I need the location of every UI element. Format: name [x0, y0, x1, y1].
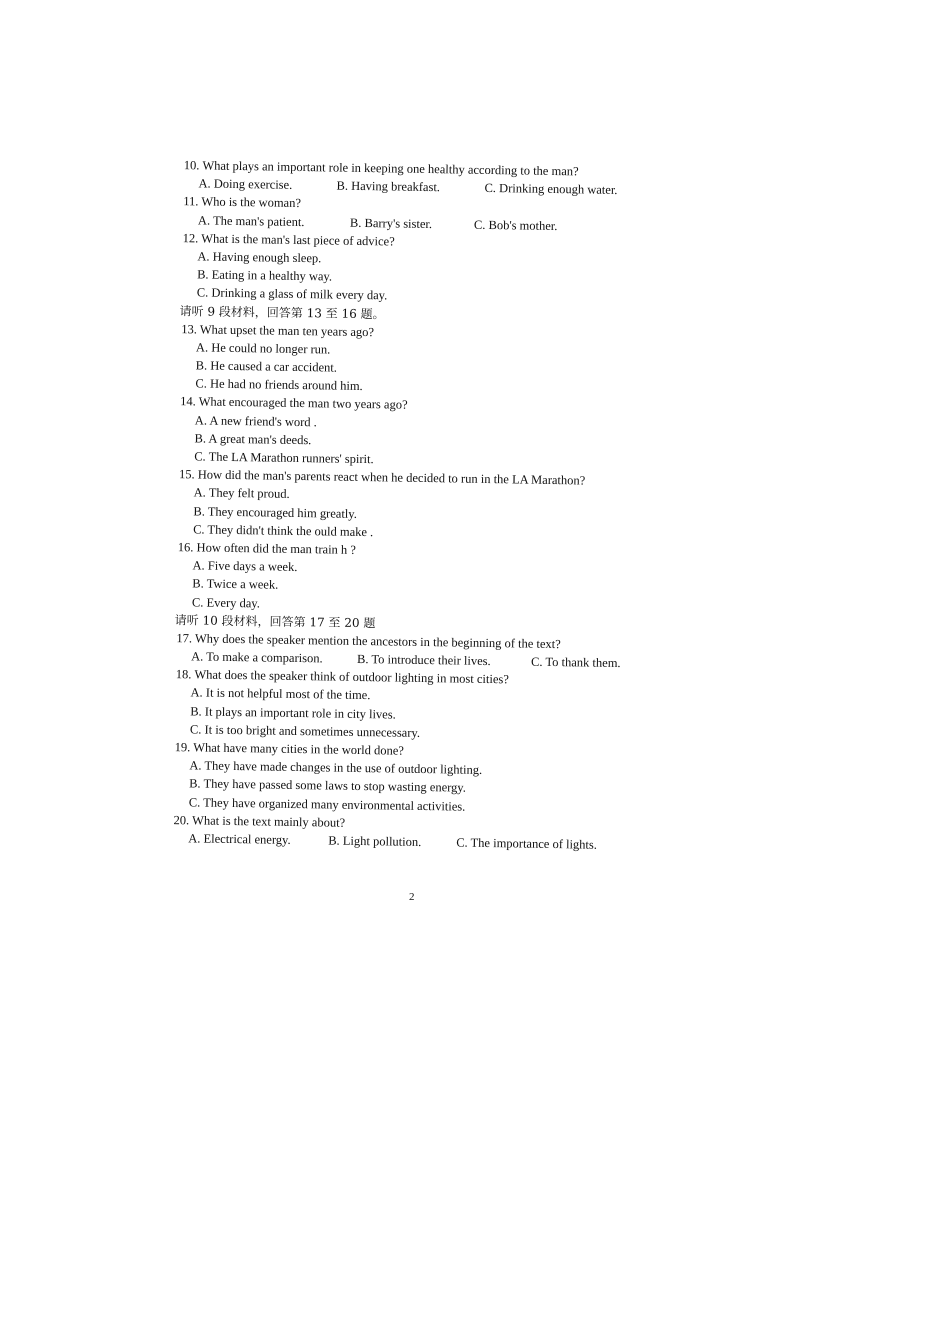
option-13-a: A. He could no longer run.	[195, 340, 331, 357]
question-18: 18. What does the speaker think of outdoor lighting in most cities?	[175, 667, 509, 687]
option-18-b: B. It plays an important role in city lives.	[190, 703, 396, 722]
option-10-b: B. Having breakfast.	[336, 178, 441, 195]
option-11-c: C. Bob's mother.	[473, 217, 558, 233]
option-13-b: B. He caused a car accident.	[195, 358, 338, 375]
option-10-c: C. Drinking enough water.	[484, 181, 618, 198]
option-12-c: C. Drinking a glass of milk every day.	[196, 285, 388, 303]
option-19-b: B. They have passed some laws to stop wasting energy.	[189, 776, 467, 796]
question-14: 14. What encouraged the man two years ago?	[180, 394, 408, 413]
page-number: 2	[409, 891, 415, 903]
section-instruction-9: 请听 9 段材料，回答第 13 至 16 题。	[179, 303, 385, 321]
option-18-c: C. It is too bright and sometimes unnecessary.	[189, 722, 421, 740]
question-17: 17. Why does the speaker mention the ancestors in the beginning of the text?	[176, 631, 561, 652]
option-10-a: A. Doing exercise.	[198, 176, 293, 193]
option-17-a: A. To make a comparison.	[191, 649, 323, 666]
question-20: 20. What is the text mainly about?	[173, 812, 346, 830]
option-15-b: B. They encouraged him greatly.	[193, 503, 358, 521]
option-12-a: A. Having enough sleep.	[197, 249, 322, 266]
question-19: 19. What have many cities in the world done?	[174, 740, 405, 758]
question-16: 16. How often did the man train h ?	[177, 540, 357, 557]
option-13-c: C. He had no friends around him.	[195, 376, 363, 394]
option-11-b: B. Barry's sister.	[349, 215, 433, 231]
question-sheet	[161, 156, 652, 855]
section-instruction-10: 请听 10 段材料，回答第 17 至 20 题	[174, 612, 376, 630]
option-19-a: A. They have made changes in the use of outdoor lighting.	[189, 758, 483, 778]
option-18-a: A. It is not helpful most of the time.	[190, 685, 371, 703]
option-16-a: A. Five days a week.	[192, 558, 298, 575]
option-17-c: C. To thank them.	[530, 654, 621, 671]
option-12-b: B. Eating in a healthy way.	[197, 267, 333, 284]
option-20-b: B. Light pollution.	[328, 833, 422, 849]
option-16-b: B. Twice a week.	[192, 576, 279, 593]
option-17-b: B. To introduce their lives.	[357, 652, 491, 669]
question-13: 13. What upset the man ten years ago?	[181, 321, 375, 339]
option-19-c: C. They have organized many environmental activities.	[188, 794, 466, 814]
option-20-a: A. Electrical energy.	[188, 831, 291, 847]
question-10: 10. What plays an important role in keeping one healthy according to the man?	[183, 158, 579, 179]
option-15-c: C. They didn't think the ould make .	[193, 522, 374, 539]
option-16-c: C. Every day.	[191, 594, 261, 610]
option-11-a: A. The man's patient.	[197, 212, 305, 229]
option-14-b: B. A great man's deeds.	[194, 431, 312, 448]
option-20-c: C. The importance of lights.	[456, 835, 598, 852]
option-15-a: A. They felt proud.	[193, 485, 290, 502]
option-14-c: C. The LA Marathon runners' spirit.	[194, 449, 374, 467]
question-11: 11. Who is the woman?	[183, 194, 302, 211]
question-12: 12. What is the man's last piece of advice?	[182, 230, 395, 249]
option-14-a: A. A new friend's word .	[194, 413, 317, 429]
question-15: 15. How did the man's parents react when he decided to run in the LA Marathon?	[178, 467, 586, 488]
